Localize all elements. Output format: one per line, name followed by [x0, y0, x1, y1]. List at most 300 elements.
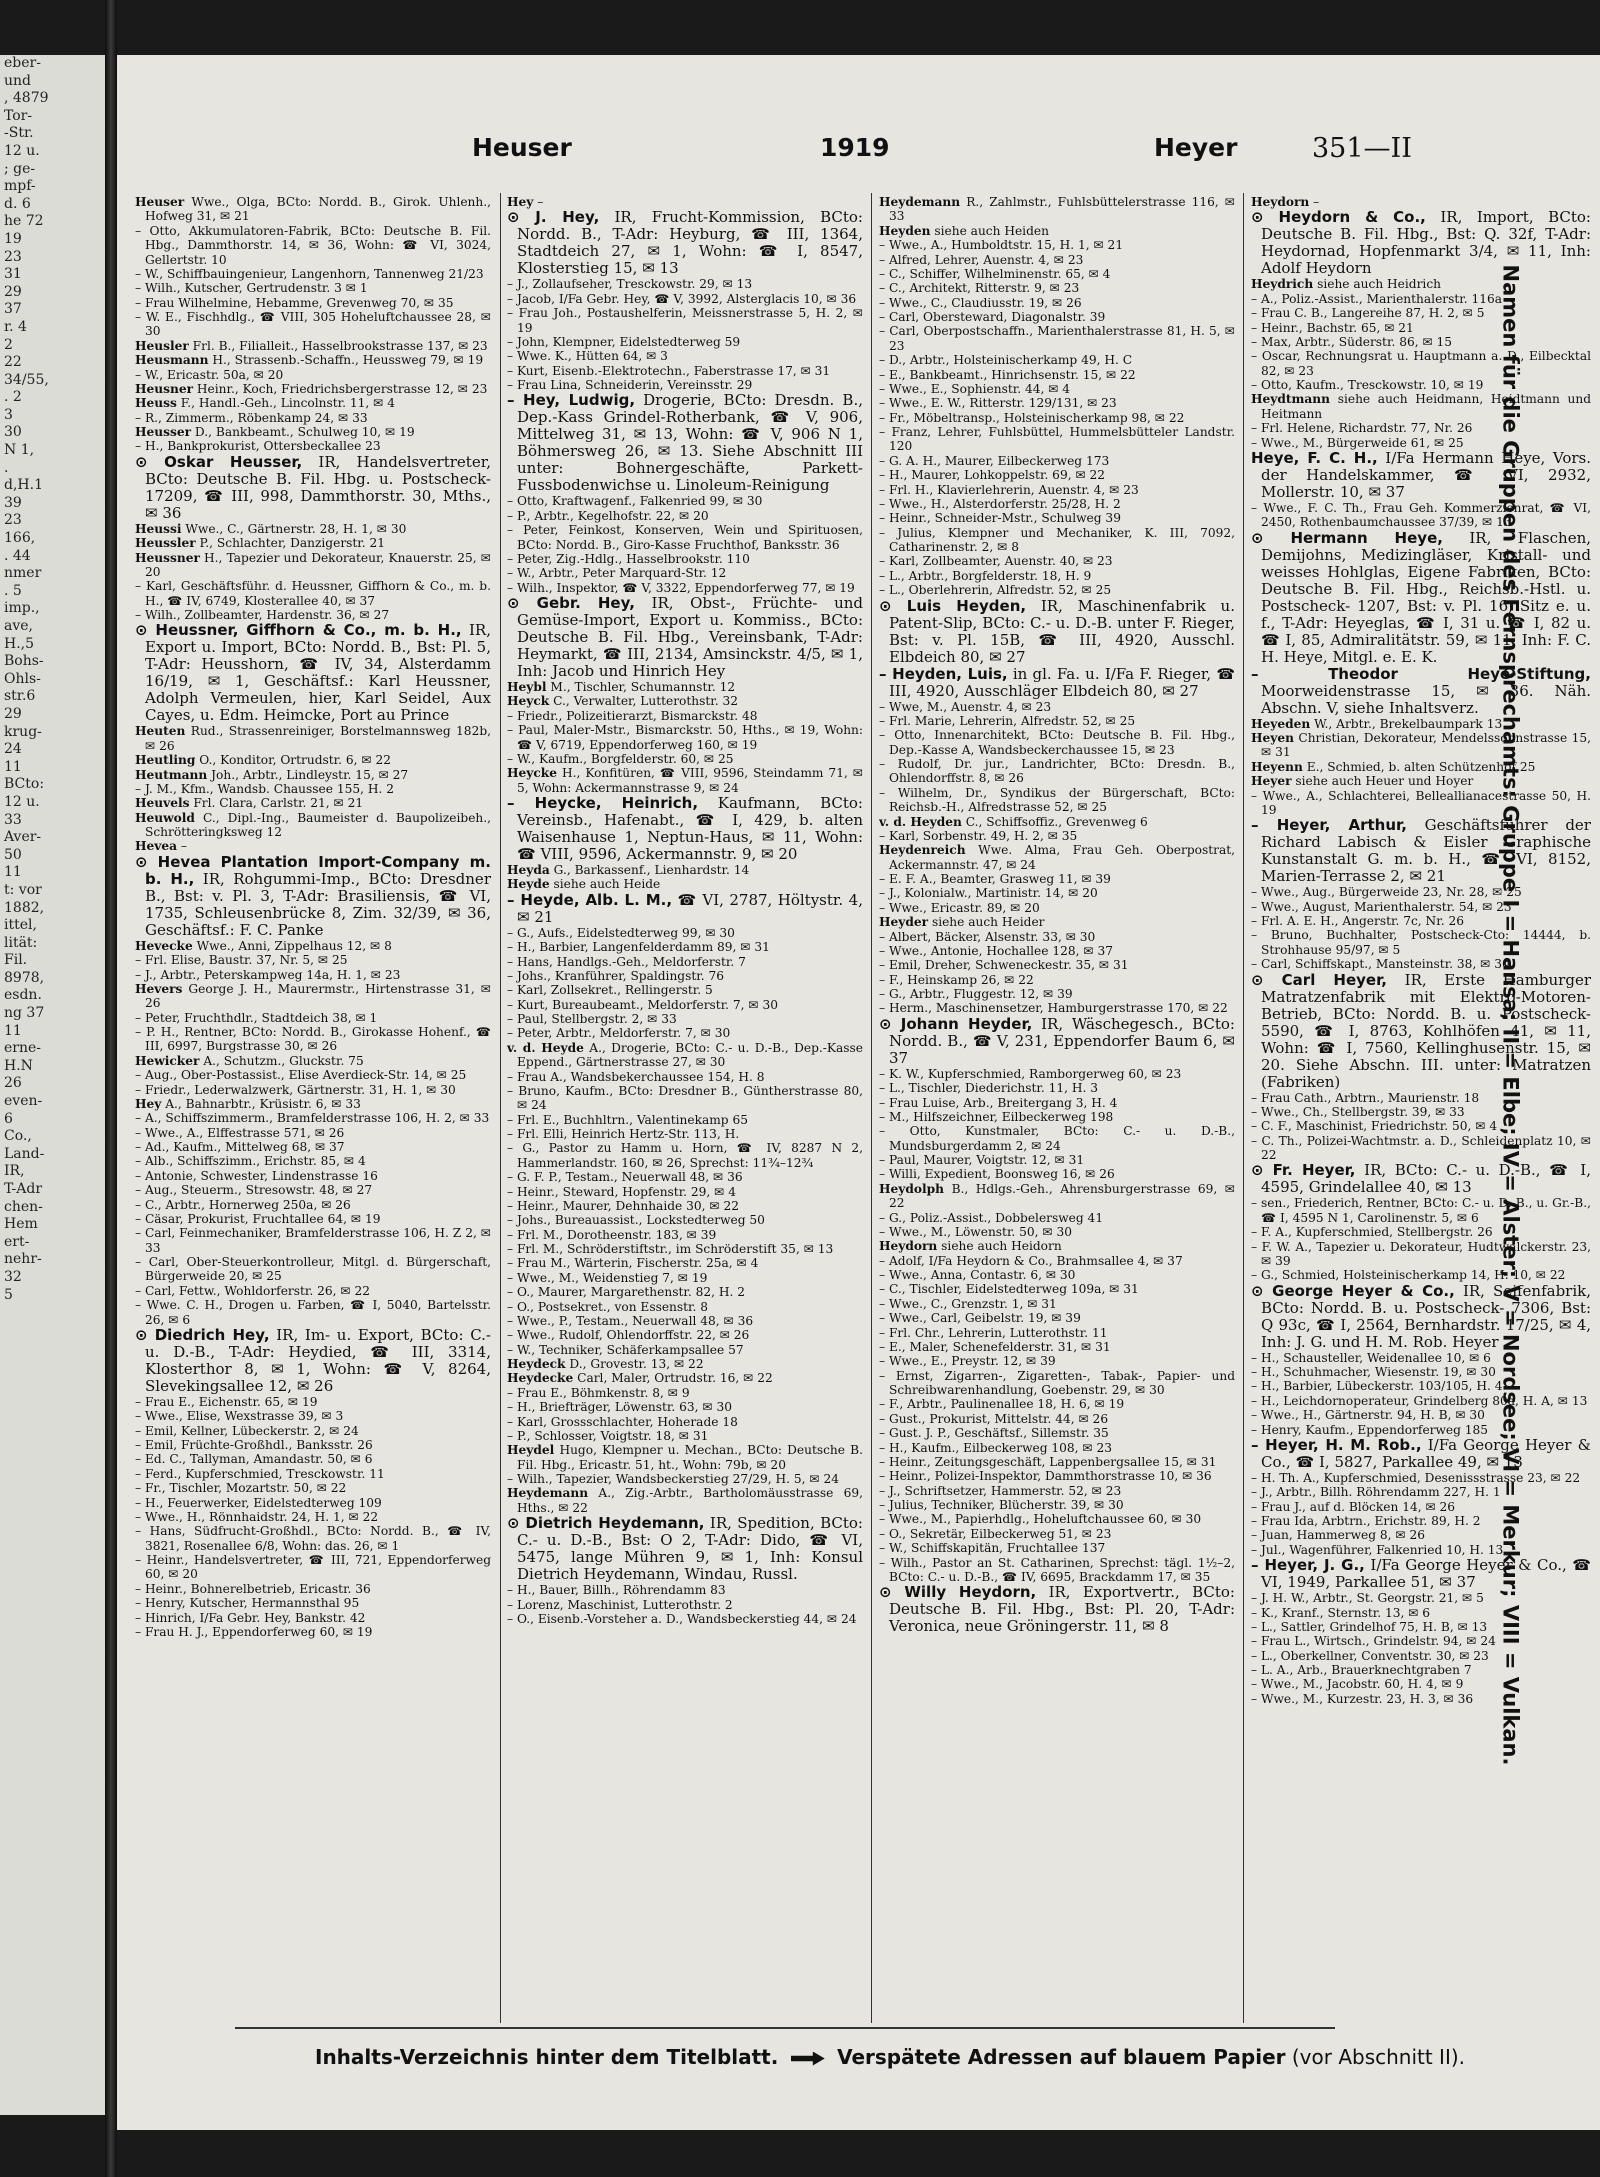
directory-entry — [135, 1625, 491, 1639]
directory-entry — [135, 1198, 491, 1212]
directory-entry — [1251, 277, 1591, 291]
directory-entry — [1251, 666, 1591, 717]
book-spine — [105, 0, 117, 2177]
entry-name: ⊙ Hevea Plantation Import-Company m. b. H., — [135, 852, 491, 888]
entry-name: Heussi — [135, 521, 182, 536]
directory-entry — [1251, 1620, 1591, 1634]
directory-entry — [1251, 195, 1591, 209]
directory-entry — [879, 1016, 1235, 1067]
directory-entry — [507, 378, 863, 392]
directory-entry — [507, 892, 863, 926]
entry-name: ⊙ Heussner, Giffhorn & Co., m. b. H., — [135, 621, 462, 640]
entry-text: – Frau Joh., Postaushelferin, Meissnerstrasse 5, H. 2, ✉ 19 — [507, 306, 863, 335]
entry-text: – W., Techniker, Schäferkampsallee 57 — [507, 1342, 744, 1357]
directory-entry — [879, 281, 1235, 295]
entry-text: – H., Barbier, Langenfelderdamm 89, ✉ 31 — [507, 940, 770, 955]
entry-text: – Aug., Ober-Postassist., Elise Averdieck-Str. 14, ✉ 25 — [135, 1068, 467, 1083]
entry-text: – Wwe., C., Grenzstr. 1, ✉ 31 — [879, 1296, 1057, 1311]
entry-text: IR, Wäschegesch., BCto: Nordd. B., ☎ V, 231, Eppendorfer Baum 6, ✉ 37 — [889, 1014, 1235, 1067]
entry-text: R., Zahlmstr., Fuhlsbüttelerstrasse 116, ✉ 33 — [889, 195, 1235, 224]
entry-name: – Heycke, Heinrich, — [507, 794, 699, 812]
side-margin — [1488, 195, 1532, 1835]
entry-text: in gl. Fa. u. I/Fa F. Rieger, ☎ III, 4920, Ausschläger Elbdeich 80, ✉ 27 — [889, 664, 1235, 700]
entry-text: – F., Heinskamp 26, ✉ 22 — [879, 972, 1034, 987]
entry-text: – Karl, Zollsekret., Rellingerstr. 5 — [507, 983, 713, 998]
entry-text: – Karl, Geschäftsführ. d. Heussner, Giffhorn & Co., m. b. H., ☎ IV, 6749, Klosterallee 40, ✉ 37 — [135, 579, 491, 608]
left-page-fragment: 23 — [4, 512, 22, 529]
left-page-fragment: Hem — [4, 1216, 38, 1233]
directory-entry — [507, 1141, 863, 1170]
directory-entry — [1251, 292, 1591, 306]
left-page-fragment: 8978, — [4, 969, 45, 986]
directory-entry — [135, 1424, 491, 1438]
entry-text: – G., Pastor zu Hamm u. Horn, ☎ IV, 8287 N 2, Hammerlandstr. 160, ✉ 26, Sprechst: 11¾–12¾ — [507, 1141, 863, 1170]
directory-entry — [507, 1415, 863, 1429]
directory-entry — [879, 973, 1235, 987]
entry-text: – J. M., Kfm., Wandsb. Chaussee 155, H. 2 — [135, 781, 394, 796]
entry-name: Heutling — [135, 753, 196, 768]
entry-name: Heussler — [135, 536, 196, 551]
entry-text: – Hans, Handlgs.-Geh., Meldorferstr. 7 — [507, 954, 746, 969]
directory-entry — [507, 292, 863, 306]
entry-text: – A., Schiffszimmerm., Bramfelderstrasse 106, H. 2, ✉ 33 — [135, 1111, 490, 1126]
directory-entry — [135, 1395, 491, 1409]
entry-text: IR, BCto: C.- u. D.-B., ☎ I, 4595, Grindelallee 40, ✉ 13 — [1261, 1161, 1591, 1197]
directory-entry — [1251, 392, 1591, 421]
directory-entry — [1251, 1471, 1591, 1485]
entry-text: – Alfred, Lehrer, Auenstr. 4, ✉ 23 — [879, 252, 1084, 267]
left-page-fragment: 6 — [4, 1110, 13, 1127]
entry-text: – H., Bankprokurist, Ottersbeckallee 23 — [135, 439, 381, 454]
entry-name: Heydeck — [507, 1357, 566, 1371]
directory-entry — [507, 1026, 863, 1040]
entry-text: A., Bahnarbtr., Krüsistr. 6, ✉ 33 — [165, 1096, 361, 1111]
directory-entry — [135, 296, 491, 310]
directory-entry — [879, 238, 1235, 252]
entry-text: – C. F., Maschinist, Friedrichstr. 50, ✉ 4 — [1251, 1119, 1498, 1134]
directory-entry — [135, 1596, 491, 1610]
left-page-fragment: 50 — [4, 846, 22, 863]
directory-entry — [879, 583, 1235, 597]
entry-text: – Wilh., Tapezier, Wandsbeckerstieg 27/29, H. 5, ✉ 24 — [507, 1472, 839, 1486]
entry-text: – H., Barbier, Lübeckerstr. 103/105, H. 4 — [1251, 1379, 1503, 1394]
directory-entry — [135, 339, 491, 353]
entry-name: ⊙ Johann Heyder, — [879, 1014, 1033, 1033]
entry-text: – C., Tischler, Eidelstedterweg 109a, ✉ 31 — [879, 1282, 1139, 1297]
directory-entry — [879, 382, 1235, 396]
entry-text: Drogerie, BCto: Dresdn. B., Dep.-Kass Grindel-Rotherbank, ☎ V, 906, Mittelweg 31, ✉ 13, Wohn: ☎ V, 906 N 1, Böhmersweg 26, ✉ 13. Siehe Abschnitt III unter: Bohnergeschäfte, Parkett-Fussbodenwichse u. Linoleum-Reinigung — [517, 391, 863, 495]
left-page-fragment: 2 — [4, 336, 13, 353]
directory-entry — [135, 368, 491, 382]
entry-text: – C. Th., Polizei-Wachtmstr. a. D., Schleidenplatz 10, ✉ 22 — [1251, 1133, 1591, 1162]
column-divider — [871, 193, 872, 2023]
entry-text: – Frl. Elise, Baustr. 37, Nr. 5, ✉ 25 — [135, 953, 348, 968]
entry-text: – C., Arbtr., Hornerweg 250a, ✉ 26 — [135, 1197, 351, 1212]
directory-entry — [507, 552, 863, 566]
entry-text: – Wwe., August, Marienthalerstr. 54, ✉ 23 — [1251, 899, 1512, 914]
directory-entry — [879, 666, 1235, 700]
directory-entry — [507, 1213, 863, 1227]
entry-text: – Julius, Klempner und Mechaniker, K. III, 7092, Catharinenstr. 2, ✉ 8 — [879, 525, 1235, 554]
directory-entry — [135, 1255, 491, 1284]
directory-entry — [135, 1068, 491, 1082]
entry-text: siehe auch Heidorn — [941, 1239, 1062, 1254]
entry-text: Rud., Strassenreiniger, Borstelmannsweg 182b, ✉ 26 — [145, 724, 491, 753]
left-page-fragment: 32 — [4, 1268, 22, 1285]
entry-text: – O., Maurer, Margarethenstr. 82, H. 2 — [507, 1285, 745, 1300]
entry-text: – A., Poliz.-Assist., Marienthalerstr. 116a — [1251, 291, 1503, 306]
left-page-fragment: 3 — [4, 406, 13, 423]
directory-entry — [1251, 1500, 1591, 1514]
entry-text: – Friedr., Polizeitierarzt, Bismarckstr. 48 — [507, 708, 758, 723]
entry-text: – Franz, Lehrer, Fuhlsbüttel, Hummelsbütteler Landstr. 120 — [879, 425, 1235, 454]
entry-text: – Carl, Ober-Steuerkontrolleur, Mitgl. d. Bürgerschaft, Bürgerweide 20, ✉ 25 — [135, 1255, 491, 1284]
directory-entry — [879, 930, 1235, 944]
entry-text: – P., Arbtr., Kegelhofstr. 22, ✉ 20 — [507, 508, 709, 523]
entry-text: siehe auch Heide — [553, 877, 661, 892]
entry-text: – G. F. P., Testam., Neuerwall 48, ✉ 36 — [507, 1170, 743, 1185]
entry-text: Kaufmann, BCto: Vereinsb., Hafenabt., ☎ I, 429, b. alten Waisenhause 1, Neptun-Haus, ✉ 11, Wohn: ☎ VIII, 9596, Ackermannstr. 9, ✉ 20 — [517, 794, 863, 863]
directory-entry — [507, 364, 863, 378]
directory-entry — [879, 1426, 1235, 1440]
entry-name: Heybl — [507, 680, 547, 694]
directory-entry — [879, 1182, 1235, 1211]
entry-text: – Wwe. C. H., Drogen u. Farben, ☎ I, 5040, Bartelsstr. 26, ✉ 6 — [135, 1298, 491, 1327]
directory-entry — [507, 1285, 863, 1299]
directory-entry — [135, 1284, 491, 1298]
directory-entry — [1251, 1692, 1591, 1706]
directory-entry — [135, 724, 491, 753]
entry-text: P., Schlachter, Danzigerstr. 21 — [199, 536, 386, 551]
entry-text: siehe auch Heuer und Hoyer — [1295, 774, 1474, 789]
entry-text: – Alb., Schiffszimm., Erichstr. 85, ✉ 4 — [135, 1154, 366, 1169]
directory-entry — [1251, 1091, 1591, 1105]
entry-text: – Kurt, Bureaubeamt., Meldorferstr. 7, ✉ 30 — [507, 997, 779, 1012]
directory-entry — [507, 1583, 863, 1597]
left-page-fragment: 11 — [4, 758, 22, 775]
directory-entry — [507, 494, 863, 508]
directory-entry — [879, 425, 1235, 454]
entry-text: – Karl, Sorbenstr. 49, H. 2, ✉ 35 — [879, 828, 1078, 843]
entry-text: – Frau Ida, Arbtrn., Erichstr. 89, H. 2 — [1251, 1514, 1481, 1528]
left-page-fragment: Co., — [4, 1128, 32, 1145]
entry-text: – C., Architekt, Ritterstr. 9, ✉ 23 — [879, 281, 1080, 296]
entry-name: Heydenreich — [879, 843, 966, 858]
entry-text: – Emil, Kellner, Lübeckerstr. 2, ✉ 24 — [135, 1423, 359, 1438]
left-page-fragment: 37 — [4, 301, 22, 318]
directory-entry — [135, 968, 491, 982]
entry-name: ⊙ Carl Heyer, — [1251, 970, 1388, 989]
entry-name: ⊙ Fr. Heyer, — [1251, 1161, 1356, 1180]
directory-entry — [879, 396, 1235, 410]
directory-entry — [135, 608, 491, 622]
directory-entry — [879, 1326, 1235, 1340]
entry-text: – Wilh., Inspektor, ☎ V, 3322, Eppendorferweg 77, ✉ 19 — [507, 580, 855, 595]
entry-text: – Oscar, Rechnungsrat u. Hauptmann a. D., Eilbecktal 82, ✉ 23 — [1251, 349, 1591, 378]
entry-text: – H., Leichdornoperateur, Grindelberg 80a, H. A, ✉ 13 — [1251, 1393, 1588, 1408]
directory-entry — [135, 1169, 491, 1183]
left-page-fragment: Tor- — [4, 107, 33, 124]
directory-entry — [507, 1386, 863, 1400]
directory-entry — [507, 1472, 863, 1486]
entry-text: Joh., Arbtr., Lindleystr. 15, ✉ 27 — [211, 767, 409, 782]
entry-text: – Wwe., P., Testam., Neuerwall 48, ✉ 36 — [507, 1313, 754, 1328]
entry-text: A., Schutzm., Gluckstr. 75 — [203, 1053, 364, 1068]
directory-entry — [507, 1328, 863, 1342]
entry-name: Heussner — [135, 550, 200, 565]
entry-text: – W., Schiffbauingenieur, Langenhorn, Tannenweg 21/23 — [135, 266, 484, 281]
entry-text: – Frau M., Wärterin, Fischerstr. 25a, ✉ 4 — [507, 1256, 759, 1271]
entry-text: – Johs., Bureauassist., Lockstedterweg 50 — [507, 1213, 765, 1228]
header-first-entry: Heuser — [472, 133, 572, 162]
directory-entry — [507, 1314, 863, 1328]
directory-entry — [879, 411, 1235, 425]
directory-entry — [135, 1510, 491, 1524]
entry-text: Geschäftsführer der Richard Labisch & Eisler Graphische Kunstanstalt G. m. b. H., ☎ VI, 8152, Marien-Terrasse 2, ✉ 21 — [1261, 816, 1591, 886]
header-year: 1919 — [820, 133, 890, 162]
entry-name: ⊙ Dietrich Heydemann, — [507, 1514, 705, 1533]
directory-entry — [879, 1484, 1235, 1498]
directory-entry — [1251, 717, 1591, 731]
left-page-fragment: ert- — [4, 1233, 30, 1250]
directory-entry — [1251, 1134, 1591, 1163]
entry-name: v. d. Heyden — [879, 814, 962, 829]
directory-entry — [879, 526, 1235, 555]
entry-text: Wwe. Alma, Frau Geh. Oberpostrat, Ackermannstr. 47, ✉ 24 — [889, 843, 1235, 872]
entry-name: Heydemann — [507, 1486, 589, 1501]
left-page-fragment: lität: — [4, 934, 38, 951]
footer-index-note: Inhalts-Verzeichnis hinter dem Titelblatt. — [315, 2045, 779, 2069]
entry-text: – Frau J., auf d. Blöcken 14, ✉ 26 — [1251, 1499, 1456, 1514]
entry-text: – Wwe., A., Elffestrasse 571, ✉ 26 — [135, 1125, 345, 1140]
left-page-fragment: N 1, — [4, 442, 35, 459]
entry-text: – Peter, Arbtr., Meldorferstr. 7, ✉ 30 — [507, 1026, 731, 1041]
entry-text: – H., Kaufm., Eilbeckerweg 108, ✉ 23 — [879, 1440, 1113, 1455]
entry-text: – Frau E., Böhmkenstr. 8, ✉ 9 — [507, 1385, 690, 1400]
entry-text: – Wwe., Rudolf, Ohlendorffstr. 22, ✉ 26 — [507, 1328, 750, 1343]
entry-name: Heydolph — [879, 1181, 945, 1196]
entry-text: – Wwe., M., Weidenstieg 7, ✉ 19 — [507, 1270, 708, 1285]
entry-name: Heutmann — [135, 767, 208, 782]
directory-entry — [1251, 335, 1591, 349]
directory-entry — [879, 1412, 1235, 1426]
directory-entry — [879, 1297, 1235, 1311]
entry-text: – H., Maurer, Lohkoppelstr. 69, ✉ 22 — [879, 468, 1106, 483]
entry-text: – Wwe., Ericastr. 89, ✉ 20 — [879, 900, 1040, 915]
directory-entry — [507, 1371, 863, 1385]
left-page-fragment: . 2 — [4, 389, 22, 406]
left-page-fragment: erne- — [4, 1040, 42, 1057]
directory-entry — [135, 310, 491, 339]
directory-entry — [507, 795, 863, 863]
left-page-fragment: mpf- — [4, 178, 36, 195]
left-page-fragment: ng 37 — [4, 1005, 45, 1022]
entry-text: A., Zig.-Arbtr., Bartholomäusstrasse 69, Hths., ✉ 22 — [517, 1486, 863, 1515]
entry-name: ⊙ Oskar Heusser, — [135, 452, 303, 471]
entry-text: – Bruno, Buchhalter, Postscheck-Cto: 14444, b. Strohhause 95/97, ✉ 5 — [1251, 928, 1591, 957]
directory-entry — [135, 1452, 491, 1466]
entry-text: I/Fa George Heyer & Co., ☎ VI, 1949, Parkallee 51, ✉ 37 — [1261, 1556, 1591, 1592]
left-page-fragment: 22 — [4, 354, 22, 371]
directory-entry — [1251, 1677, 1591, 1691]
entry-text: – Wwe., H., Rönnhaidstr. 24, H. 1, ✉ 22 — [135, 1509, 379, 1524]
directory-entry — [879, 1096, 1235, 1110]
entry-text: – Wwe., Antonie, Hochallee 128, ✉ 37 — [879, 943, 1113, 958]
entry-text: Carl, Maler, Ortrudstr. 16, ✉ 22 — [577, 1371, 773, 1386]
directory-entry — [507, 1429, 863, 1443]
directory-entry — [1251, 349, 1591, 378]
directory-entry — [879, 1455, 1235, 1469]
directory-entry — [135, 1481, 491, 1495]
entry-text: IR, Seifenfabrik, BCto: Nordd. B. u. Postscheck- 7306, Bst: Q 93c, ☎ I, 2564, Bernhardstr. 17/25, ✉ 4, Inh: J. G. und H. M. Rob. Heyer — [1261, 1281, 1591, 1351]
entry-text: – Wwe., Elise, Wexstrasse 39, ✉ 3 — [135, 1409, 344, 1424]
entry-name: Hevers — [135, 981, 183, 996]
directory-entry — [1251, 1394, 1591, 1408]
entry-text: – Herm., Maschinensetzer, Hamburgerstrasse 170, ✉ 22 — [879, 1001, 1228, 1016]
directory-entry — [879, 1441, 1235, 1455]
left-page-fragment: he 72 — [4, 213, 44, 230]
directory-entry — [1251, 900, 1591, 914]
entry-text: – Aug., Steuerm., Stresowstr. 48, ✉ 27 — [135, 1183, 373, 1198]
entry-name: ⊙ Hermann Heye, — [1251, 528, 1443, 547]
directory-entry — [507, 694, 863, 708]
directory-entry — [879, 310, 1235, 324]
entry-name: Hey — [135, 1096, 162, 1111]
entry-text: – Hinrich, I/Fa Gebr. Hey, Bankstr. 42 — [135, 1610, 366, 1625]
entry-text: – Jacob, I/Fa Gebr. Hey, ☎ V, 3992, Alsterglacis 10, ✉ 36 — [507, 291, 857, 306]
column-3 — [879, 195, 1235, 2015]
directory-entry — [879, 1268, 1235, 1282]
entry-text: George J. H., Maurermstr., Hirtenstrasse 31, ✉ 26 — [145, 981, 491, 1011]
directory-entry — [135, 1111, 491, 1125]
entry-text: – Ferd., Kupferschmied, Tresckowstr. 11 — [135, 1466, 385, 1481]
entry-text: – E., Maler, Schenefelderstr. 31, ✉ 31 — [879, 1339, 1111, 1354]
directory-entry — [1251, 1514, 1591, 1528]
entry-name: Heusmann — [135, 353, 209, 368]
left-page-fragment: 5 — [4, 1286, 13, 1303]
directory-entry — [879, 353, 1235, 367]
directory-entry — [879, 1001, 1235, 1015]
directory-entry — [1251, 306, 1591, 320]
entry-text: – Peter, Zig.-Hdlg., Hasselbrookstr. 110 — [507, 551, 750, 566]
directory-entry — [879, 714, 1235, 728]
directory-entry — [507, 523, 863, 552]
entry-text: H., Konfitüren, ☎ VIII, 9596, Steindamm 71, ✉ 5, Wohn: Ackermannstrasse 9, ✉ 24 — [517, 766, 863, 795]
entry-name: Heyck — [507, 694, 550, 709]
entry-text: – W. E., Fischhdlg., ☎ VIII, 305 Hoheluftchaussee 28, ✉ 30 — [135, 310, 491, 339]
entry-text: – Fr., Tischler, Mozartstr. 50, ✉ 22 — [135, 1481, 347, 1496]
entry-text: – P. H., Rentner, BCto: Nordd. B., Girokasse Hohenf., ☎ III, 6997, Burgstrasse 30, ✉ 26 — [135, 1025, 491, 1054]
entry-text: IR, Erste Hamburger Matratzenfabrik mit Elektro-Motoren-Betrieb, BCto: Nordd. B. u. Postscheck- 5590, ☎ I, 8763, Kohlhöfen 41, ✉ 11, Wohn: ☎ I, 7560, Kellinghusenstr. 15, ✉ 20. Siehe Abschn. III. unter: Matratzen (Fabriken) — [1261, 970, 1591, 1091]
directory-entry — [879, 1211, 1235, 1225]
directory-entry — [507, 955, 863, 969]
entry-text: – G., Arbtr., Fluggestr. 12, ✉ 39 — [879, 987, 1073, 1001]
entry-text: – Frl. Marie, Lehrerin, Alfredstr. 52, ✉ 25 — [879, 713, 1136, 728]
directory-entry — [507, 595, 863, 680]
entry-text: – Rudolf, Dr. jur., Landrichter, BCto: Dresdn. B., Ohlendorffstr. 8, ✉ 26 — [879, 757, 1235, 786]
directory-entry — [879, 483, 1235, 497]
entry-text: – Karl, Grossschlachter, Hoherade 18 — [507, 1414, 738, 1429]
left-page-fragment: esdn. — [4, 987, 42, 1004]
entry-name: ⊙ J. Hey, — [507, 208, 600, 227]
directory-entry — [879, 1110, 1235, 1124]
left-page-fragment: chen- — [4, 1198, 43, 1215]
entry-text: – Emil, Früchte-Großhdl., Banksstr. 26 — [135, 1438, 373, 1452]
entry-name: Heuser — [135, 195, 185, 209]
left-page-fragment: d. 6 — [4, 195, 31, 212]
directory-entry — [879, 815, 1235, 829]
entry-text: – Willi, Expedient, Boonsweg 16, ✉ 26 — [879, 1167, 1115, 1182]
entry-text: – Wwe., H., Alsterdorferstr. 25/28, H. 2 — [879, 496, 1121, 511]
entry-text: – Paul, Stellbergstr. 2, ✉ 33 — [507, 1012, 677, 1026]
directory-entry — [135, 267, 491, 281]
entry-text: – Wilh., Kutscher, Gertrudenstr. 3 ✉ 1 — [135, 281, 368, 296]
entry-text: IR, Handelsvertreter, BCto: Deutsche B. Fil. Hbg. u. Postscheck- 17209, ☎ III, 998, Dammthorstr. 30, Mths., ✉ 36 — [145, 452, 491, 522]
directory-entry — [1251, 1225, 1591, 1239]
entry-text: – F. W. A., Tapezier u. Dekorateur, Hudtwalckerstr. 23, ✉ 39 — [1251, 1239, 1591, 1268]
entry-text: – G. A. H., Maurer, Eilbeckerweg 173 — [879, 453, 1110, 468]
directory-entry — [507, 349, 863, 363]
directory-entry — [1251, 1663, 1591, 1677]
column-divider — [500, 193, 501, 2023]
entry-name: ⊙ Gebr. Hey, — [507, 594, 635, 612]
entry-text: Wwe., C., Gärtnerstr. 28, H. 1, ✉ 30 — [185, 521, 407, 536]
directory-entry — [135, 953, 491, 967]
entry-name: Heuten — [135, 724, 186, 739]
directory-entry — [135, 622, 491, 724]
entry-text: – Heinr., Schneider-Mstr., Schulweg 39 — [879, 511, 1121, 526]
entry-text: – Paul, Maler-Mstr., Bismarckstr. 50, Hths., ✉ 19, Wohn: ☎ V, 6719, Eppendorferweg 160, ✉ 19 — [507, 723, 863, 752]
entry-text: I/Fa George Heyer & Co., ☎ I, 5827, Parkallee 49, ✉ 13 — [1261, 1435, 1591, 1471]
entry-name: Heycke — [507, 766, 557, 781]
entry-text: IR, Rohgummi-Imp., BCto: Dresdner B., Bst: v. Pl. 3, T-Adr: Brasiliensis, ☎ VI, 1735, Schleusenbrücke 8, Zim. 32/39, ✉ 36, Geschäftsf.: F. C. Panke — [145, 869, 491, 939]
directory-entry — [135, 982, 491, 1011]
directory-entry — [507, 709, 863, 723]
footer-late-addresses-note: Verspätete Adressen auf blauem Papier — [837, 2045, 1286, 2069]
entry-name: ⊙ Luis Heyden, — [879, 596, 1027, 615]
entry-name: Heydtmann — [1251, 392, 1331, 407]
entry-text: – Frau Wilhelmine, Hebamme, Grevenweg 70, ✉ 35 — [135, 295, 454, 310]
directory-entry — [1251, 1119, 1591, 1133]
entry-text: IR, Maschinenfabrik u. Patent-Slip, BCto: C.- u. D.-B. unter F. Rieger, Bst: v. Pl. 15B, ☎ III, 4920, Ausschl. Elbdeich 80, ✉ 27 — [889, 596, 1235, 666]
directory-entry — [879, 1239, 1235, 1253]
left-page-fragment: 19 — [4, 230, 22, 247]
directory-entry — [1251, 928, 1591, 957]
directory-entry — [135, 1327, 491, 1395]
directory-entry — [135, 439, 491, 453]
directory-entry — [1251, 378, 1591, 392]
column-divider — [1243, 193, 1244, 2023]
entry-text: – G., Poliz.-Assist., Dobbelersweg 41 — [879, 1210, 1104, 1225]
entry-text: – — [180, 839, 187, 854]
directory-entry — [1251, 501, 1591, 530]
directory-entry — [507, 1041, 863, 1070]
left-page-fragment: str.6 — [4, 688, 36, 705]
entry-text: – Frl. Helene, Richardstr. 77, Nr. 26 — [1251, 421, 1473, 436]
entry-text: – L., Oberkellner, Conventstr. 30, ✉ 23 — [1251, 1648, 1489, 1663]
entry-text: C., Verwalter, Lutterothstr. 32 — [553, 694, 739, 709]
directory-entry — [879, 1340, 1235, 1354]
directory-entry — [879, 1469, 1235, 1483]
entry-name: Heydel — [507, 1443, 555, 1458]
entry-text: C., Schiffsoffiz., Grevenweg 6 — [965, 814, 1148, 829]
entry-text: – Heinr., Maurer, Dehnhaide 30, ✉ 22 — [507, 1198, 739, 1213]
directory-entry — [507, 566, 863, 580]
entry-text: Frl. Clara, Carlstr. 21, ✉ 21 — [193, 796, 364, 811]
directory-entry — [135, 796, 491, 810]
directory-entry — [1251, 1365, 1591, 1379]
entry-name: Heydemann — [879, 195, 961, 209]
